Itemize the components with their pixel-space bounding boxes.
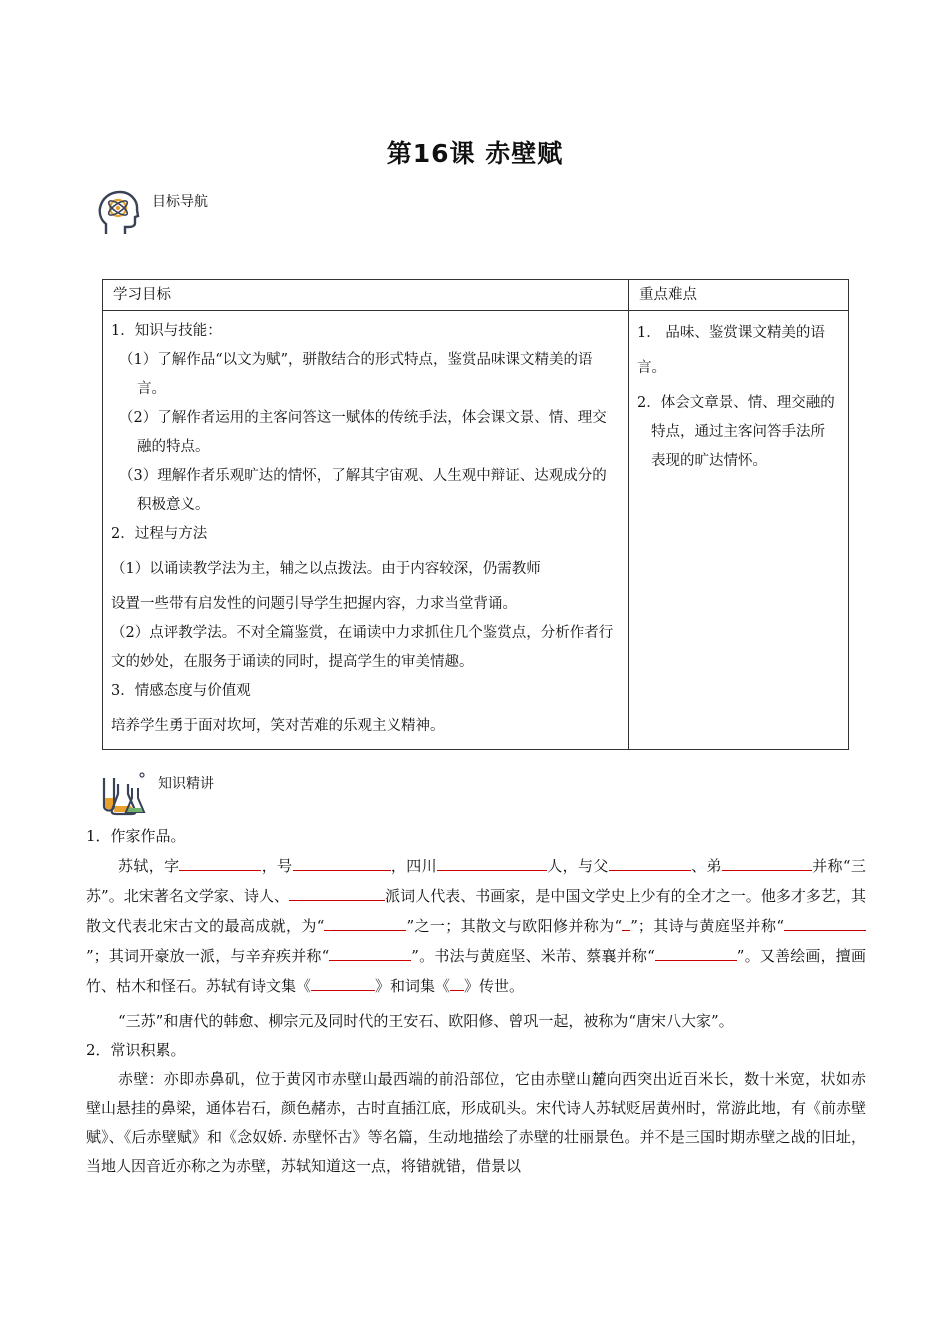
goal-section-3-title: 3．情感态度与价值观 [111,683,251,699]
text-run: 、弟 [690,857,722,875]
text-run: ，四川 [390,857,437,875]
fill-blank[interactable] [450,971,464,991]
section-2-title: 2．常识积累。 [86,1041,186,1059]
goal-item: （3）理解作者乐观旷达的情怀，了解其宇宙观、人生观中辩证、达观成分的积极意义。 [119,468,607,513]
content-body [86,822,866,1181]
goal-section-1-title: 1．知识与技能： [111,323,222,339]
text-run: 并称“三苏”。北宋著名文学家、诗人、 [86,857,866,905]
fill-blank[interactable] [289,881,385,901]
goal-item: （1）了解作品“以文为赋”，骈散结合的形式特点，鉴赏品味课文精美的语言。 [119,352,593,397]
goal-item: 培养学生勇于面对坎坷，笑对苦难的乐观主义精神。 [111,718,445,734]
text-run: ，号 [261,857,293,875]
keypoint-item: 2．体会文章景、情、理交融的特点，通过主客问答手法所表现的旷达情怀。 [637,395,835,469]
goal-item: （2）点评教学法。不对全篇鉴赏，在诵读中力求抓住几个鉴赏点，分析作者行文的妙处，在服务于诵读的同时，提高学生的审美情趣。 [111,625,614,670]
text-run: ”；其词开豪放一派，与辛弃疾并称“ [86,947,330,965]
text-run: 人，与父 [546,857,609,875]
author-paragraph [86,851,866,1001]
chibi-paragraph: 赤壁：亦即赤鼻矶，位于黄冈市赤壁山最西端的前沿部位，它由赤壁山麓向西突出近百米长，数十米宽，状如赤壁山悬挂的鼻梁，通体岩石，颜色赭赤，古时直插江底，形成矶头。宋代诗人苏轼贬居黄州时，常游此地，有《前赤壁赋》、《后赤壁赋》和《念奴娇. 赤壁怀古》等名篇，生动地描绘了赤壁的壮丽景色。并不是三国时期赤壁之战的旧址，当地人因音近亦称之为赤壁，苏轼知道这一点，将错就错，借景以 [86,1070,867,1175]
section-1-title: 1．作家作品。 [86,827,186,845]
text-run: ”之一；其散文与欧阳修并称为“ [406,917,623,935]
goal-item: （2）了解作者运用的主客问答这一赋体的传统手法，体会课文景、情、理交融的特点。 [119,410,607,455]
goal-section-2-title: 2．过程与方法 [111,526,208,542]
fill-blank[interactable] [622,911,630,931]
text-run: 》传世。 [464,977,525,995]
fill-blank[interactable] [655,941,737,961]
goal-item: （1）以诵读教学法为主，辅之以点拨法。由于内容较深，仍需教师 [111,561,541,577]
text-run: 苏轼，字 [118,857,180,875]
keypoints-cell [629,311,849,750]
text-run: ”。书法与黄庭坚、米芾、蔡襄并称“ [411,947,655,965]
text-run: 派词人代表、书画家，是中国文学史上少有的全才之一。他多才多艺，其散文代表北宋古文的最高成就，为“ [86,887,866,935]
goals-cell [103,311,629,750]
fill-blank[interactable] [722,851,812,871]
fill-blank[interactable] [179,851,261,871]
fill-blank[interactable] [293,851,391,871]
goals-table [102,279,849,750]
section-label-goals: 目标导航 [152,194,208,210]
table-header-keypoints: 重点难点 [629,280,849,311]
page-title: 第16课 赤壁赋 [386,139,564,168]
brain-head-icon [98,190,140,236]
keypoint-item-cont: 言。 [637,360,666,376]
fill-blank[interactable] [329,941,411,961]
goal-item-cont: 设置一些带有启发性的问题引导学生把握内容，力求当堂背诵。 [111,596,517,612]
text-run: ”；其诗与黄庭坚并称“ [630,917,784,935]
text-run: ”。又善绘画，擅画竹、枯木和怪石。苏轼有诗文集《 [86,947,867,995]
fill-blank[interactable] [324,911,406,931]
fill-blank[interactable] [311,971,375,991]
keypoint-item: 1． 品味、鉴赏课文精美的语 [637,325,825,341]
text-run: 》和词集《 [375,977,451,995]
fill-blank[interactable] [609,851,691,871]
table-header-goals: 学习目标 [103,280,629,311]
section-label-knowledge: 知识精讲 [158,776,214,792]
eight-masters-paragraph: “三苏”和唐代的韩愈、柳宗元及同时代的王安石、欧阳修、曾巩一起，被称为“唐宋八大家”。 [118,1012,734,1030]
fill-blank[interactable] [784,911,866,931]
lab-flask-icon [98,770,146,816]
fill-blank[interactable] [437,851,547,871]
